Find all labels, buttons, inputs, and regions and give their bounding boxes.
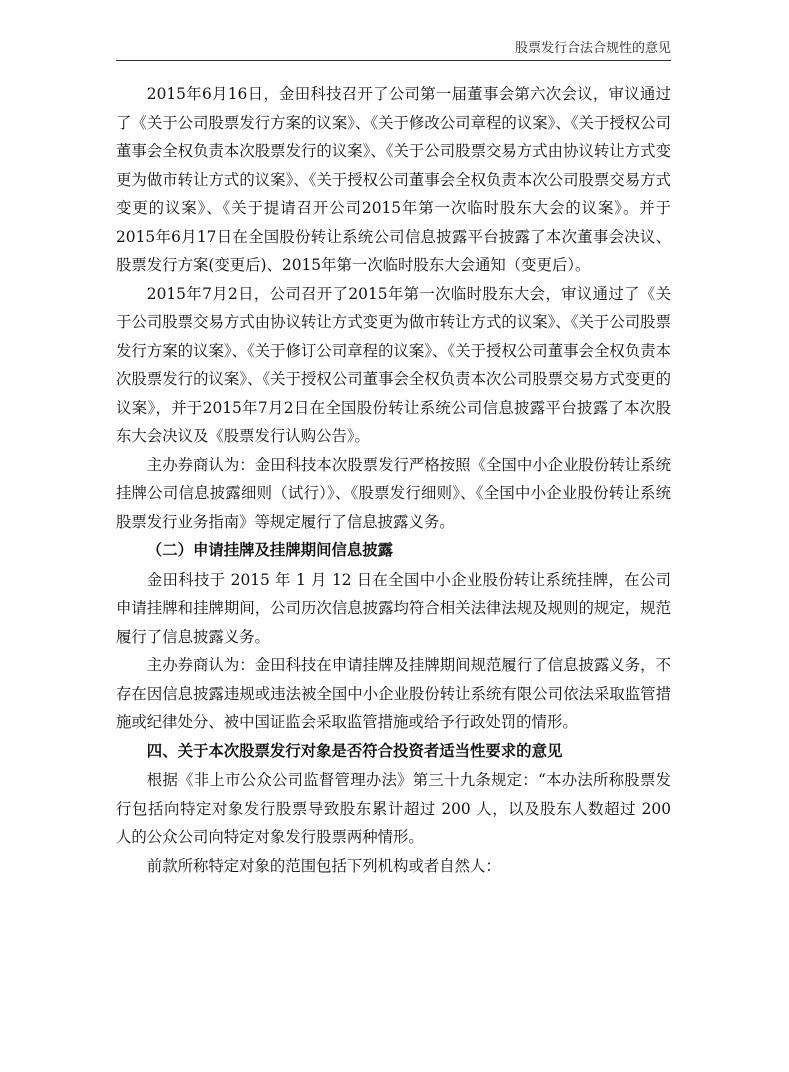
- paragraph-regulation-article-39: 根据《非上市公众公司监督管理办法》第三十九条规定：“本办法所称股票发行包括向特定对象发行股票导致股东累计超过 200 人，以及股东人数超过 200 人的公众公司向特定对象发行股票两种情形。: [116, 771, 671, 846]
- paragraph-board-meeting: 2015年6月16日，金田科技召开了公司第一届董事会第六次会议，审议通过了《关于公司股票发行方案的议案》、《关于修改公司章程的议案》、《关于授权公司董事会全权负责本次股票发行的议案》、《关于公司股票交易方式由协议转让方式变更为做市转让方式的议案》、《关于授权公司董事会全权负责本次公司股票交易方式变更的议案》、《关于提请召开公司2015年第一次临时股东大会的议案》。并于2015年6月17日在全国股份转让系统公司信息披露平台披露了本次董事会决议、股票发行方案(变更后)、2015年第一次临时股东大会通知（变更后）。: [116, 85, 671, 274]
- paragraph-shareholders-meeting: 2015年7月2日，公司召开了2015年第一次临时股东大会，审议通过了《关于公司股票交易方式由协议转让方式变更为做市转让方式的议案》、《关于公司股票发行方案的议案》、《关于修订公司章程的议案》、《关于授权公司董事会全权负责本次股票发行的议案》、《关于授权公司董事会全权负责本次公司股票交易方式变更的议案》，并于2015年7月2日在全国股份转让系统公司信息披露平台披露了本次股东大会决议及《股票发行认购公告》。: [116, 284, 671, 445]
- document-body: [116, 80, 671, 880]
- subsection-heading-listing-disclosure: （二）申请挂牌及挂牌期间信息披露: [146, 541, 394, 559]
- section-heading-investor-suitability: 四、关于本次股票发行对象是否符合投资者适当性要求的意见: [146, 741, 563, 760]
- paragraph-listing-disclosure: 金田科技于 2015 年 1 月 12 日在全国中小企业股份转让系统挂牌，在公司申请挂牌和挂牌期间，公司历次信息披露均符合相关法律法规及规则的规定，规范履行了信息披露义务。: [116, 570, 671, 646]
- paragraph-broker-opinion-listing: 主办券商认为：金田科技在申请挂牌及挂牌期间规范履行了信息披露义务，不存在因信息披露违规或违法被全国中小企业股份转让系统有限公司依法采取监管措施或纪律处分、被中国证监会采取监管措施或给予行政处罚的情形。: [116, 656, 671, 731]
- paragraph-broker-opinion-issuance: 主办券商认为：金田科技本次股票发行严格按照《全国中小企业股份转让系统挂牌公司信息披露细则（试行）》、《股票发行细则》、《全国中小企业股份转让系统股票发行业务指南》等规定履行了信息披露义务。: [116, 455, 671, 531]
- header-divider: [116, 60, 671, 61]
- running-header: 股票发行合法合规性的意见: [514, 41, 671, 56]
- paragraph-specific-objects: 前款所称特定对象的范围包括下列机构或者自然人：: [146, 856, 501, 875]
